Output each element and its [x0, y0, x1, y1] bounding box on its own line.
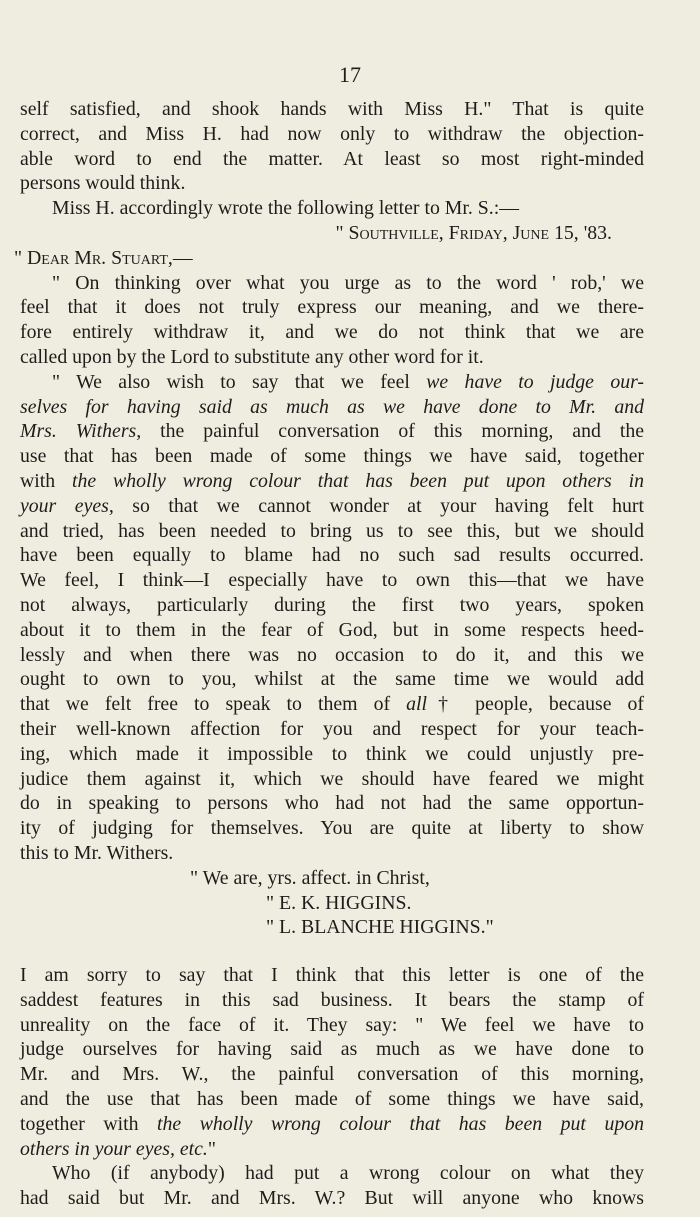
letter-line: fore entirely withdraw it, and we do not think that we are — [20, 321, 644, 344]
para4-line: had said but Mr. and Mrs. W.? But will anyone who knows — [20, 1187, 644, 1210]
para3-line: I am sorry to say that I think that this letter is one of the — [20, 964, 644, 987]
para1-line: correct, and Miss H. had now only to withdraw the objection- — [20, 122, 644, 145]
text-run: that we felt free to speak to them of — [20, 693, 407, 716]
letter-line: not always, particularly during the first two years, spoken — [20, 593, 644, 616]
letter-line: have been equally to blame had no such sad results occurred. — [20, 544, 644, 567]
para1-line: self satisfied, and shook hands with Miss H." That is quite — [20, 98, 644, 120]
salutation: " Dear Mr. Stuart,— — [14, 246, 193, 269]
signature: " L. BLANCHE HIGGINS." — [266, 916, 494, 939]
para3-line: and the use that has been made of some things we have said, — [20, 1088, 644, 1111]
text-run: so that we cannot wonder at your having felt hurt — [113, 494, 645, 517]
signature: " E. K. HIGGINS. — [266, 891, 412, 914]
letter-line: judice them against it, which we should have feared we might — [20, 767, 644, 790]
letter-line — [20, 469, 644, 494]
letter-line: their well-known affection for you and respect for your teach- — [20, 717, 644, 740]
body-text — [14, 97, 645, 1211]
letter-line: called upon by the Lord to substitute any other word for it. — [20, 345, 484, 368]
text-run: the painful conversation of this morning, and the — [141, 420, 645, 443]
letter-line — [20, 370, 644, 395]
italic-run: we have to judge our- — [426, 370, 644, 393]
italic-run: others in your eyes, etc. — [20, 1137, 208, 1160]
para3-line — [20, 1112, 644, 1137]
letter-line: this to Mr. Withers. — [20, 841, 174, 864]
para3-line: saddest features in this sad business. It bears the stamp of — [20, 988, 644, 1011]
letter-line: and tried, has been needed to bring us to see this, but we should — [20, 519, 644, 542]
text-run: " — [207, 1137, 216, 1160]
letter-line: We feel, I think—I especially have to own this—that we have — [20, 569, 644, 592]
intro-line: Miss H. accordingly wrote the following letter to Mr. S.:— — [52, 197, 519, 220]
text-run: together with — [20, 1112, 158, 1135]
letter-line: ing, which made it impossible to think we could unjustly pre- — [20, 742, 644, 765]
letter-line: use that has been made of some things we have said, together — [20, 445, 644, 468]
text-run: " We also wish to say that we feel — [52, 370, 427, 393]
page-number: 17 — [339, 62, 361, 87]
letter-line — [20, 494, 644, 519]
letter-line — [20, 395, 644, 420]
letter-line: " On thinking over what you urge as to the word ' rob,' we — [52, 271, 644, 294]
dateline: " Southville, Friday, June 15, '83. — [335, 221, 612, 244]
para3-line: judge ourselves for having said as much as we have done to — [20, 1038, 644, 1061]
para1-line: persons would think. — [20, 172, 186, 195]
para4-line: Who (if anybody) had put a wrong colour on what they — [52, 1162, 644, 1185]
para3-line: unreality on the face of it. They say: " We feel we have to — [20, 1013, 644, 1036]
letter-line — [20, 419, 644, 444]
italic-run: selves for having said as much as we have done to Mr. and — [20, 395, 644, 418]
letter-line: ity of judging for themselves. You are quite at liberty to show — [20, 817, 644, 840]
italic-run: Mrs. Withers, — [20, 420, 142, 443]
spacer — [20, 940, 644, 963]
letter-line: about it to them in the fear of God, but in some respects heed- — [20, 618, 644, 641]
letter-line: do in speaking to persons who had not had the same opportun- — [20, 792, 644, 815]
letter-line: ought to own to you, whilst at the same time we would add — [20, 668, 644, 691]
letter-closing: " We are, yrs. affect. in Christ, — [190, 866, 430, 889]
italic-run: the wholly wrong colour that has been put upon others in — [72, 469, 644, 492]
para3-line — [20, 1137, 644, 1162]
italic-run: all — [406, 693, 427, 716]
para3-line: Mr. and Mrs. W., the painful conversation of this morning, — [20, 1063, 644, 1086]
letter-line: feel that it does not truly express our meaning, and we there- — [20, 296, 644, 319]
italic-run: your eyes, — [20, 494, 114, 517]
para1-line: able word to end the matter. At least so most right-minded — [20, 147, 644, 170]
text-run: with — [20, 469, 72, 492]
text-run: † people, because of — [427, 693, 644, 716]
letter-line — [20, 692, 644, 717]
italic-run: the wholly wrong colour that has been put upon — [157, 1112, 645, 1135]
letter-line: lessly and when there was no occasion to do it, and this we — [20, 643, 644, 666]
